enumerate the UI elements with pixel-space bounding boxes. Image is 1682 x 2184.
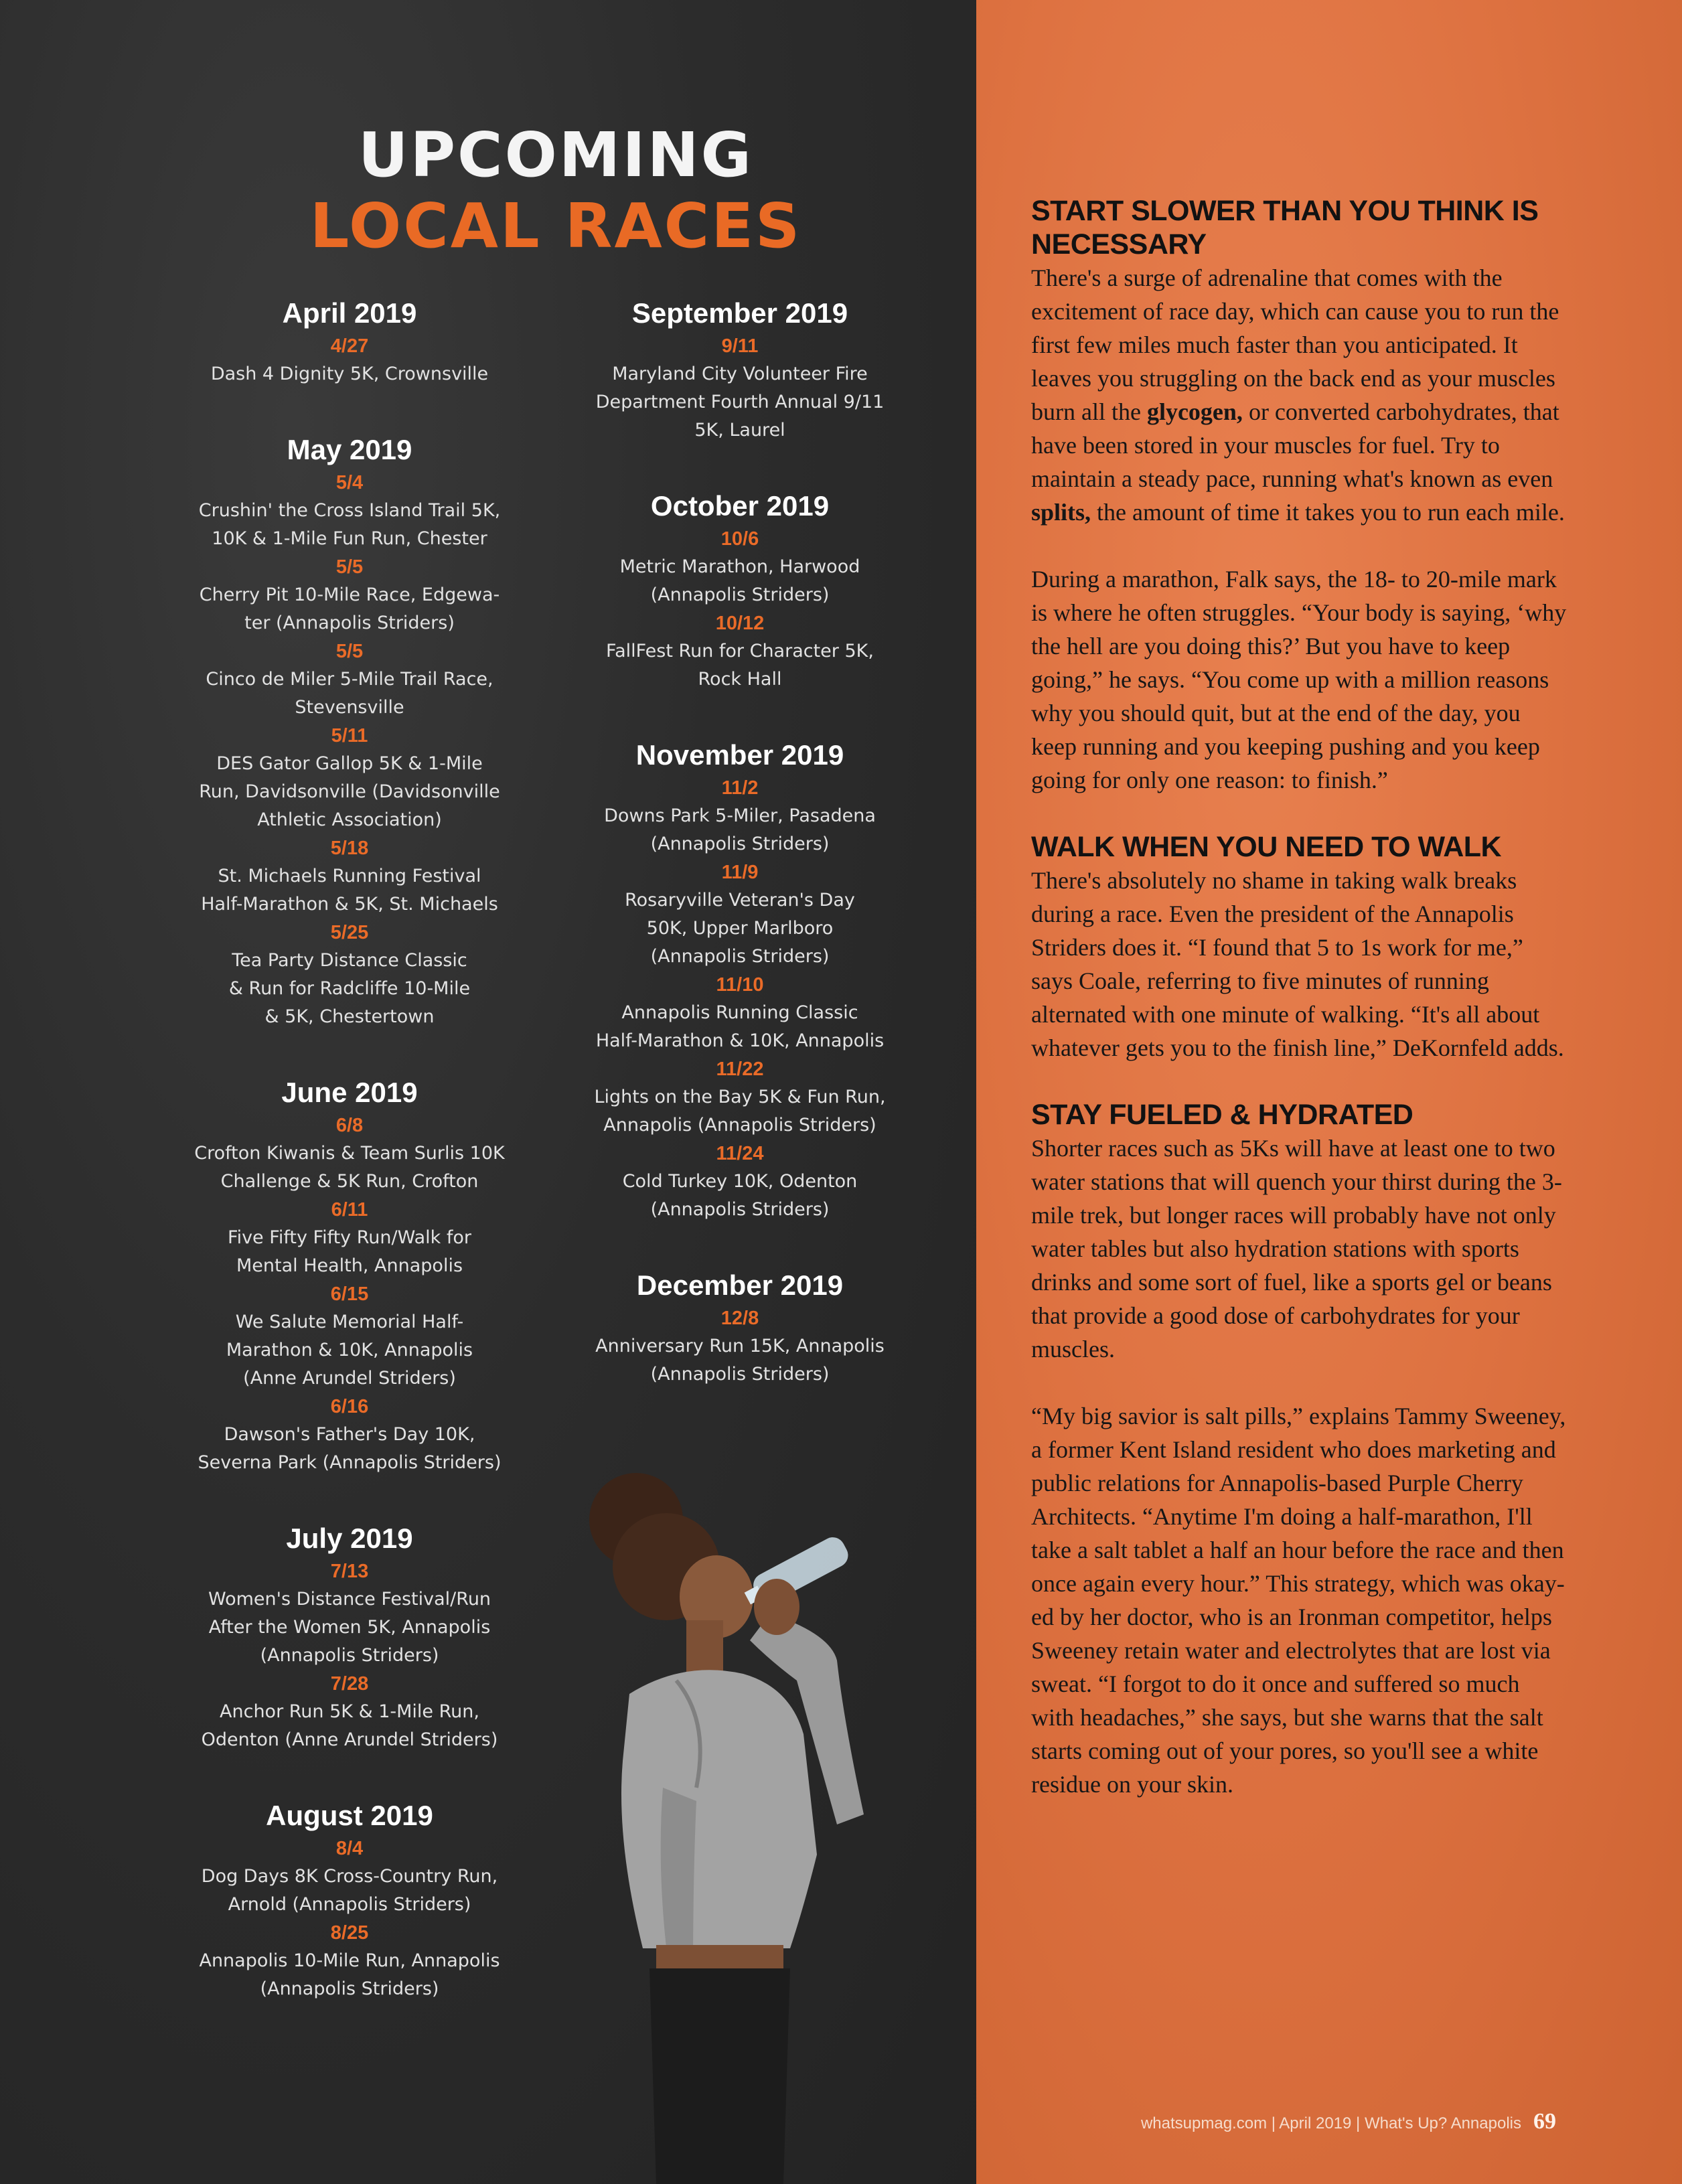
race-date: 10/12 (715, 613, 765, 634)
race-name: Rosaryville Veteran's Day 50K, Upper Marlboro (Annapolis Striders) (625, 890, 855, 967)
bold-term-splits: splits, (1031, 499, 1091, 526)
month-heading: September 2019 (631, 297, 848, 329)
race-date: 6/8 (335, 1115, 364, 1136)
month-heading: November 2019 (635, 739, 844, 771)
page-number: 69 (1533, 2109, 1556, 2134)
month-block (175, 1520, 524, 1754)
paragraph (1031, 261, 1567, 529)
race-name: DES Gator Gallop 5K & 1-Mile Run, Davidsonville (Davidsonville Athletic Association) (199, 753, 500, 830)
month-heading: October 2019 (650, 490, 830, 522)
month-heading: April 2019 (282, 297, 417, 329)
race-name: Women's Distance Festival/Run After the Women 5K, Annapolis (Annapolis Striders) (208, 1589, 491, 1666)
race-date: 9/11 (721, 335, 759, 357)
race-date: 8/25 (330, 1922, 369, 1944)
month-heading: December 2019 (636, 1269, 844, 1301)
paragraph: There's absolutely no shame in taking walk breaks during a race. Even the president of the Annapolis Striders does it. “I found that 5 to 1s work for me,” says Coale, referring to five minutes of running alternated with one minute of walking. “It's all about whatever gets you to the finish line,” DeKornfeld adds. (1031, 867, 1564, 1061)
article (1031, 194, 1567, 1801)
text-run: the amount of time it takes you to run each mile. (1091, 499, 1565, 526)
page-footer (1141, 2109, 1556, 2134)
race-date: 5/5 (335, 556, 364, 578)
runner-drinking-water-photo (549, 1439, 1004, 2184)
races-column-2 (566, 295, 914, 1431)
race-date: 11/24 (716, 1143, 764, 1164)
race-name: Cinco de Miler 5-Mile Trail Race, Stevensville (206, 669, 493, 718)
race-name: Crushin' the Cross Island Trail 5K, 10K & 1-Mile Fun Run, Chester (198, 500, 501, 549)
paragraph: Shorter races such as 5Ks will have at least one to two water stations that will quench your thirst during the 3-mile trek, but longer races will probably have not only water tables but also hydration stations with sports drinks and some sort of fuel, like a sports gel or beans that provide a good dose of carbohydrates for your muscles. (1031, 1135, 1562, 1362)
paragraph: “My big savior is salt pills,” explains Tammy Sweeney, a former Kent Island resident who does marketing and public relations for Annapolis-based Purple Cherry Architects. “Anytime I'm doing a half-marathon, I'll take a salt tablet a half an hour before the race and then once again every hour.” This strategy, which was okay-ed by her doctor, who is an Ironman competitor, helps Sweeney retain water and electrolytes that are lost via sweat. “I forgot to do it once and suffered so much with headaches,” she says, but she warns that the salt starts coming out of your pores, so you'll see a white residue on your skin. (1031, 1403, 1566, 1798)
month-heading: July 2019 (286, 1523, 413, 1554)
race-name: Maryland City Volunteer Fire Department Fourth Annual 9/11 5K, Laurel (595, 364, 885, 441)
race-name: Dog Days 8K Cross-Country Run, Arnold (Annapolis Striders) (201, 1866, 498, 1915)
title-line-2: LOCAL RACES (309, 190, 802, 262)
month-block (566, 736, 914, 1224)
race-date: 5/4 (335, 472, 364, 493)
race-date: 7/13 (330, 1561, 369, 1582)
month-block (175, 1074, 524, 1477)
race-name: Lights on the Bay 5K & Fun Run, Annapolis (Annapolis Striders) (594, 1087, 886, 1136)
paragraph: During a marathon, Falk says, the 18- to 20-mile mark is where he often struggles. “Your body is saying, ‘why the hell are you doing this?’ But you have to keep going,” he says. “You come up with a million reasons why you should quit, but at the end of the day, you keep running and you keeping pushing and you keep going for only one reason: to finish.” (1031, 566, 1567, 793)
race-name: FallFest Run for Character 5K, Rock Hall (606, 641, 874, 690)
race-name: Five Fifty Fifty Run/Walk for Mental Health, Annapolis (228, 1227, 471, 1276)
month-block (175, 1797, 524, 2003)
race-name: Downs Park 5-Miler, Pasadena (Annapolis Striders) (604, 805, 876, 854)
section-heading-fueled: STAY FUELED & HYDRATED (1031, 1099, 1413, 1131)
race-date: 10/6 (720, 528, 759, 550)
race-date: 5/25 (330, 922, 369, 943)
race-date: 11/9 (721, 862, 759, 883)
month-block (566, 487, 914, 694)
race-date: 11/22 (716, 1059, 764, 1080)
section-heading-start-slower: START SLOWER THAN YOU THINK IS NECESSARY (1031, 195, 1539, 260)
race-name: Dawson's Father's Day 10K, Severna Park (Annapolis Striders) (198, 1424, 502, 1473)
race-date: 6/16 (330, 1396, 369, 1417)
month-block (566, 1267, 914, 1389)
race-date: 6/15 (330, 1283, 369, 1305)
race-name: Anniversary Run 15K, Annapolis (Annapolis Striders) (595, 1336, 885, 1385)
race-date: 11/2 (721, 777, 759, 799)
race-name: Cold Turkey 10K, Odenton (Annapolis Striders) (622, 1171, 858, 1220)
text-run: or converted carbohydrates, that have been stored in your muscles for fuel. Try to maintain a steady pace, running what's known as even (1031, 398, 1559, 492)
text-run: There's a surge of adrenaline that comes with the excitement of race day, which can cause you to run the first few miles much faster than you anticipated. It leaves you struggling on the back end as your muscles burn all the (1031, 264, 1559, 425)
race-name: Annapolis Running Classic Half-Marathon & 10K, Annapolis (595, 1002, 885, 1051)
race-name: Dash 4 Dignity 5K, Crownsville (210, 364, 489, 384)
race-date: 5/11 (331, 725, 368, 747)
footer-text: whatsupmag.com | April 2019 | What's Up? Annapolis (1140, 2114, 1521, 2132)
title-line-1: UPCOMING (358, 119, 754, 191)
race-name: St. Michaels Running Festival Half-Marathon & 5K, St. Michaels (201, 866, 498, 915)
race-date: 8/4 (335, 1838, 364, 1859)
races-column-1 (175, 295, 524, 2046)
race-date: 5/18 (330, 838, 369, 859)
race-name: Crofton Kiwanis & Team Surlis 10K Challenge & 5K Run, Crofton (194, 1143, 505, 1192)
month-block (566, 295, 914, 445)
race-date: 4/27 (330, 335, 369, 357)
month-block (175, 431, 524, 1031)
month-block (175, 295, 524, 388)
race-date: 12/8 (720, 1308, 759, 1329)
month-heading: June 2019 (281, 1077, 418, 1108)
race-date: 11/10 (716, 974, 764, 996)
bold-term-glycogen: glycogen, (1146, 398, 1243, 425)
section-heading-walk: WALK WHEN YOU NEED TO WALK (1031, 831, 1502, 863)
race-name: Anchor Run 5K & 1-Mile Run, Odenton (Anne Arundel Striders) (201, 1701, 498, 1750)
month-heading: August 2019 (266, 1800, 433, 1831)
race-name: Annapolis 10-Mile Run, Annapolis (Annapolis Striders) (199, 1950, 500, 1999)
race-date: 6/11 (331, 1199, 368, 1221)
race-date: 7/28 (330, 1673, 369, 1695)
race-name: Cherry Pit 10-Mile Race, Edgewa- ter (Annapolis Striders) (199, 584, 500, 633)
race-name: Tea Party Distance Classic & Run for Radcliffe 10-Mile & 5K, Chestertown (228, 950, 471, 1027)
month-heading: May 2019 (287, 434, 412, 465)
race-name: We Salute Memorial Half- Marathon & 10K, Annapolis (Anne Arundel Striders) (226, 1312, 473, 1389)
race-date: 5/5 (335, 641, 364, 662)
race-name: Metric Marathon, Harwood (Annapolis Striders) (619, 556, 860, 605)
